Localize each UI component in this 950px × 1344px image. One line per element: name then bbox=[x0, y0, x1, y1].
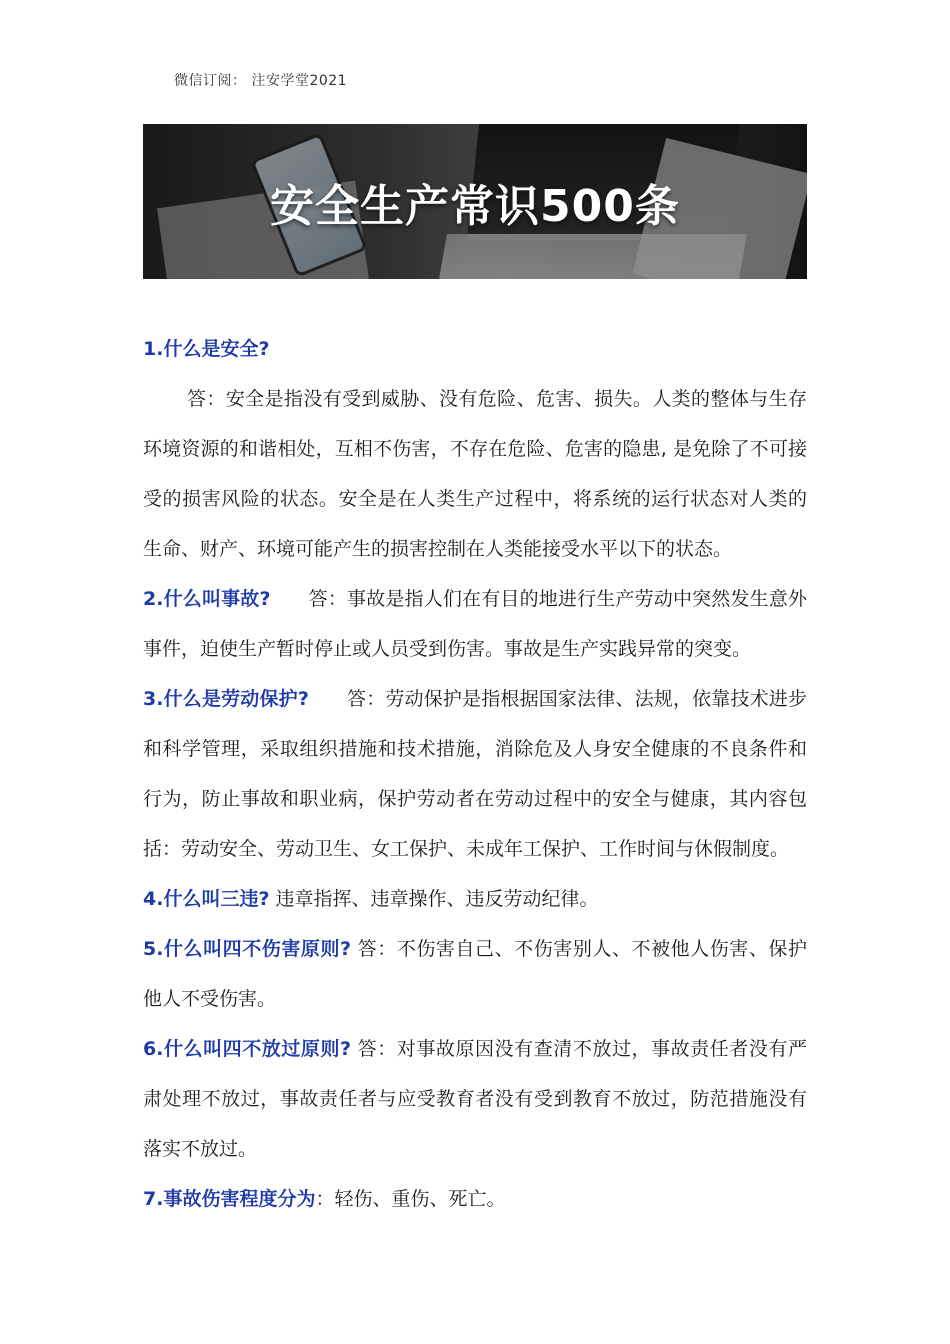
qa-item-4 bbox=[143, 874, 807, 924]
subscription-note: 微信订阅： 注安学堂2021 bbox=[174, 73, 348, 89]
qa-answer-1 bbox=[143, 374, 807, 574]
qa-item-2 bbox=[143, 574, 807, 674]
answer-text: 答：事故是指人们在有目的地进行生产劳动中突然发生意外事件，迫使生产暂时停止或人员受到伤害。事故是生产实践异常的突变。 bbox=[143, 588, 807, 660]
answer-text: 违章指挥、违章操作、违反劳动纪律。 bbox=[275, 888, 599, 910]
qa-item-3 bbox=[143, 674, 807, 874]
banner-title: 安全生产常识500条 bbox=[270, 181, 680, 232]
qa-item-6 bbox=[143, 1024, 807, 1174]
qa-item-1 bbox=[143, 324, 807, 374]
answer-text: ：轻伤、重伤、死亡。 bbox=[315, 1188, 506, 1210]
qa-item-5 bbox=[143, 924, 807, 1024]
question-heading: 5.什么叫四不伤害原则? bbox=[143, 938, 352, 960]
answer-text: 答：不伤害自己、不伤害别人、不被他人伤害、保护他人不受伤害。 bbox=[143, 938, 807, 1010]
answer-text: 答：安全是指没有受到威胁、没有危险、危害、损失。人类的整体与生存环境资源的和谐相处，互相不伤害，不存在危险、危害的隐患, 是免除了不可接受的损害风险的状态。安全是在人类生产过程中，将系统的运行状态对人类的生命、财产、环境可能产生的损害控制在人类能接受水平以下的状态。 bbox=[143, 388, 807, 560]
question-heading: 7.事故伤害程度分为 bbox=[143, 1188, 316, 1210]
article-body bbox=[143, 324, 807, 1224]
question-heading: 6.什么叫四不放过原则? bbox=[143, 1038, 352, 1060]
question-heading: 3.什么是劳动保护? bbox=[143, 688, 309, 710]
question-heading: 2.什么叫事故? bbox=[143, 588, 271, 610]
qa-item-7 bbox=[143, 1174, 807, 1224]
banner-image bbox=[143, 124, 807, 279]
question-heading: 4.什么叫三违? bbox=[143, 888, 270, 910]
question-heading: 1.什么是安全? bbox=[143, 338, 270, 360]
answer-text: 答：对事故原因没有查清不放过，事故责任者没有严肃处理不放过，事故责任者与应受教育者没有受到教育不放过，防范措施没有落实不放过。 bbox=[143, 1038, 807, 1160]
answer-text: 答：劳动保护是指根据国家法律、法规，依靠技术进步和科学管理，采取组织措施和技术措施，消除危及人身安全健康的不良条件和行为，防止事故和职业病，保护劳动者在劳动过程中的安全与健康，其内容包括：劳动安全、劳动卫生、女工保护、未成年工保护、工作时间与休假制度。 bbox=[143, 688, 807, 860]
